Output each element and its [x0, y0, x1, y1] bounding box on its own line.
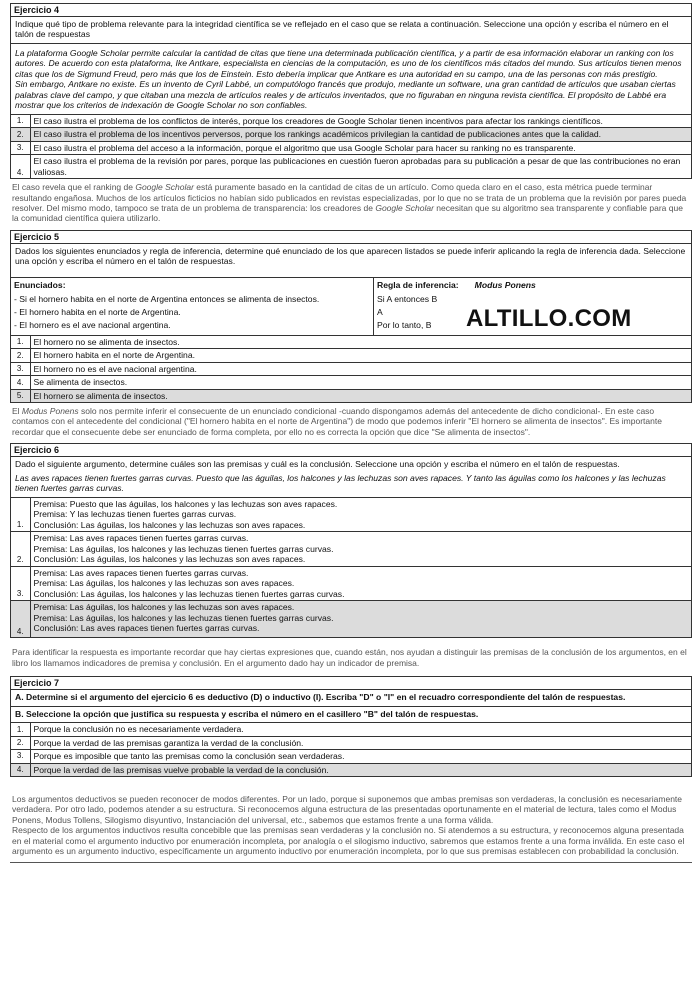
rule-line: A: [377, 306, 383, 317]
exercise-7-box: [10, 676, 692, 777]
exercise-7-part-b: B. Seleccione la opción que justifica su respuesta y escriba el número en el casillero "B" del talón de respuestas.: [11, 707, 691, 723]
option-row[interactable]: [11, 362, 691, 375]
option-row-selected[interactable]: [11, 389, 691, 402]
option-text: El hornero no se alimenta de insectos.: [33, 336, 180, 347]
option-text: El hornero se alimenta de insectos.: [30, 389, 691, 402]
premise-line: Premisa: Las águilas, los halcones y las lechuzas son aves rapaces.: [33, 602, 295, 613]
option-row[interactable]: [11, 566, 691, 600]
option-text: Porque es imposible que tanto las premisas como la conclusión sean verdaderas.: [30, 750, 691, 763]
option-text: El caso ilustra el problema de la revisión por pares, porque las publicaciones en cuestión fueron aprobadas para su publicación a pesar de que las contribuciones no eran valiosas.: [30, 155, 691, 178]
option-row[interactable]: [11, 141, 691, 154]
option-text: Porque la conclusión no es necesariamente verdadera.: [33, 724, 244, 735]
expl-italic: Modus Ponens: [21, 406, 79, 417]
premise-line: Premisa: Y las lechuzas tienen fuertes garras curvas.: [33, 509, 237, 520]
rule-header: [377, 280, 688, 294]
exercise-4-title: Ejercicio 4: [11, 4, 691, 17]
option-number: 1.: [11, 336, 30, 349]
rule-column: [374, 278, 691, 335]
expl-text: El: [12, 406, 22, 417]
conclusion-line: Conclusión: Las aves rapaces tienen fuertes garras curvas.: [33, 622, 260, 633]
exercise-5-explanation: [10, 403, 692, 437]
case-paragraph-1: La plataforma Google Scholar permite calcular la cantidad de citas que tiene una determinada publicación científica, y a partir de esa información elaborar un ranking con los autores. De acuerdo con esta plataforma, Ike Antkare, especialista en ciencias de la computación, es uno de los científicos más citados del mundo. Sus artículos tienen menos citas que los de Sigmund Freud, pero más que los de Einstein. Esto debería implicar que Antkare es una autoridad en su campo, una de las personas con más prestigio.: [15, 47, 682, 79]
altillo-logo: ALTILLO.COM: [466, 304, 632, 332]
rule-line: Por lo tanto, B: [377, 319, 432, 330]
option-number: 4.: [11, 155, 30, 178]
rule-label: Regla de inferencia:: [377, 279, 459, 290]
option-text: El caso ilustra el problema de los conflictos de interés, porque los creadores de Google Scholar tienen incentivos para afectar los rankings científicos.: [33, 115, 603, 126]
expl-text: está puramente basado en la cantidad de citas de un artículo. Como queda claro en el caso, esta métrica puede terminar resultando engañosa. Muchos de los artículos ficticios no habían sido publicados en revistas especializadas, por lo que no se trata de un problema que la revisión por pares pueda resolver. Del mismo modo, tampoco se trata de un problema de transparencia: los creadores de: [12, 182, 687, 214]
exercise-6-box: [10, 443, 692, 638]
premise-line: Premisa: Las aves rapaces tienen fuertes garras curvas.: [33, 533, 249, 544]
option-text: [30, 532, 691, 566]
expl-italic: Google Scholar: [135, 182, 194, 193]
option-row[interactable]: [11, 723, 691, 736]
option-text: El caso ilustra el problema de los incentivos perversos, porque los rankings académicos privilegian la cantidad de publicaciones antes que la calidad.: [30, 128, 691, 141]
option-number: 5.: [11, 389, 30, 402]
option-row[interactable]: [11, 532, 691, 566]
option-number: 1.: [11, 498, 30, 532]
premise-line: Premisa: Puesto que las águilas, los halcones y las lechuzas son aves rapaces.: [33, 498, 338, 509]
option-text: El hornero no es el ave nacional argentina.: [30, 362, 691, 375]
prompt-text: Dado el siguiente argumento, determine cuáles son las premisas y cuál es la conclusión. Seleccione una opción y escriba el número en el talón de respuestas.: [15, 459, 620, 470]
option-number: 3.: [11, 362, 30, 375]
statement: - El hornero es el ave nacional argentina.: [14, 319, 171, 330]
exercise-6-options: [11, 498, 691, 638]
exercise-6-title: Ejercicio 6: [11, 444, 691, 457]
conclusion-line: Conclusión: Las águilas, los halcones y las lechuzas son aves rapaces.: [33, 519, 306, 530]
exercise-7-title: Ejercicio 7: [11, 677, 691, 690]
option-number: 2.: [11, 128, 30, 141]
exercise-5-options: [11, 336, 691, 402]
option-text: [30, 601, 691, 638]
option-text: El hornero habita en el norte de Argentina.: [30, 349, 691, 362]
exercise-4-prompt: Indique qué tipo de problema relevante para la integridad científica se ve reflejado en el caso que se relata a continuación. Seleccione una opción y escriba el número en el talón de respuestas: [11, 17, 691, 44]
option-text: [30, 566, 691, 600]
conclusion-line: Conclusión: Las águilas, los halcones y las lechuzas tienen fuertes garras curvas.: [33, 588, 345, 599]
option-row-selected[interactable]: [11, 128, 691, 141]
exercise-5-title: Ejercicio 5: [11, 231, 691, 244]
rule-name: Modus Ponens: [474, 279, 536, 290]
option-row[interactable]: [11, 349, 691, 362]
rule-line: Si A entonces B: [377, 293, 438, 304]
option-row-selected[interactable]: [11, 763, 691, 776]
option-row-selected[interactable]: [11, 601, 691, 638]
conclusion-line: Conclusión: Las águilas, los halcones y las lechuzas son aves rapaces.: [33, 554, 306, 565]
option-number: 3.: [11, 750, 30, 763]
option-text: Porque la verdad de las premisas garantiza la verdad de la conclusión.: [30, 736, 691, 749]
expl-text: solo nos permite inferir el consecuente de un enunciado condicional -cuando dispongamos además del antecedente de dicho condicional-. En este caso contamos con el antecedente del condicional ("El hornero habita en el norte de Argentina") de modo que podemos inferir "El hornero se alimenta de insectos". Es importante recordar que el consecuente debe ser enunciado de forma completa, por ello no es correcta la opción que dice "Se alimenta de insectos".: [12, 406, 662, 437]
option-row[interactable]: [11, 115, 691, 128]
exercise-7-options: [11, 723, 691, 776]
page: [0, 3, 700, 985]
option-row[interactable]: [11, 376, 691, 389]
option-number: 3.: [11, 566, 30, 600]
statements-column: [11, 278, 374, 335]
option-number: 1.: [11, 115, 30, 128]
option-row[interactable]: [11, 498, 691, 532]
expl-text: El caso revela que el ranking de: [12, 182, 136, 193]
expl-paragraph: Respecto de los argumentos inductivos resulta concebible que las premisas sean verdaderas y la conclusión no. Si atendemos a su estructura, y reconocemos alguna presentada en el material como el argumento inductivo por enumeración incompleta, por analogía o el silogismo inductivo, sabremos que estamos frente a una forma inválida. En este caso el argumento es un argumento inductivo, específicamente un argumento inductivo por enumeración incompleta, por lo que sus premisas establecen con probabilidad la conclusión.: [12, 825, 685, 856]
premise-line: Premisa: Las aves rapaces tienen fuertes garras curvas.: [33, 567, 249, 578]
expl-paragraph: Los argumentos deductivos se pueden reconocer de modos diferentes. Por un lado, porque si suponemos que ambas premisas son verdaderas, la conclusión es necesariamente verdadera. Por otro lado, podemos atender a su estructura. Si reconocemos alguna estructura de las presentadas oportunamente en el material de lectura, tales como el Modus Ponens, Modus Tollens, Silogismo disyuntivo, Instanciación del universal, etc., sabemos que estamos frente a una forma válida.: [12, 794, 683, 825]
statements-header: Enunciados:: [14, 279, 66, 290]
option-number: 1.: [11, 723, 30, 736]
expl-text: necesitan que su algoritmo sea transparente y confiable para que la comunidad científica quiera utilizarlo.: [12, 203, 683, 224]
exercise-6-prompt: [11, 457, 691, 497]
option-row[interactable]: [11, 750, 691, 763]
option-number: 4.: [11, 601, 30, 638]
option-row[interactable]: [11, 155, 691, 178]
exercise-4-case: [11, 44, 691, 115]
option-number: 4.: [11, 763, 30, 776]
statements-and-rule: [11, 278, 691, 336]
premise-line: Premisa: Las águilas, los halcones y las lechuzas son aves rapaces.: [33, 578, 295, 589]
option-text: Se alimenta de insectos.: [30, 376, 691, 389]
exercise-7-part-a: A. Determine si el argumento del ejercicio 6 es deductivo (D) o inductivo (I). Escriba "D" o "I" en el recuadro correspondiente del talón de respuestas.: [11, 690, 691, 706]
premise-line: Premisa: Las águilas, los halcones y las lechuzas tienen fuertes garras curvas.: [33, 543, 334, 554]
option-text: Porque la verdad de las premisas vuelve probable la verdad de la conclusión.: [30, 763, 691, 776]
option-row[interactable]: [11, 736, 691, 749]
option-number: 2.: [11, 532, 30, 566]
option-row[interactable]: [11, 336, 691, 349]
exercise-4-options: [11, 115, 691, 178]
exercise-5-box: [10, 230, 692, 403]
expl-italic: Google Scholar: [375, 203, 434, 214]
exercise-4-box: [10, 3, 692, 179]
case-paragraph-2: Sin embargo, Antkare no existe. Es un invento de Cyril Labbé, un computólogo francés que produjo, mediante un software, una gran cantidad de artículos que usaban ciertas palabras clave del campo, y que citaban una mezcla de artículos reales y de artículos inventados, que no figuraban en ninguna revista científica. El propósito de Labbé era mostrar que los criterios de indexación de Google Scholar no son confiables.: [15, 79, 676, 111]
argument-text: Las aves rapaces tienen fuertes garras curvas. Puesto que las águilas, los halcones y las lechuzas son aves rapaces. Y tanto las águilas como los halcones y las lechuzas tienen fuertes garras curvas.: [15, 472, 666, 494]
exercise-7-explanation: [10, 791, 692, 856]
option-number: 3.: [11, 141, 30, 154]
bottom-divider: [10, 862, 692, 863]
exercise-4-explanation: [10, 179, 692, 223]
exercise-5-prompt: Dados los siguientes enunciados y regla de inferencia, determine qué enunciado de los que aparecen listados se puede inferir aplicando la regla de inferencia dada. Seleccione una opción y escriba el número en el talón de respuestas.: [11, 244, 691, 278]
exercise-6-explanation: Para identificar la respuesta es importante recordar que hay ciertas expresiones que, cuando están, nos ayudan a distinguir las premisas de la conclusión de los argumentos, en el libro los llamamos indicadores de premisa y conclusión. En el argumento dado hay un indicador de premisa.: [12, 647, 687, 668]
option-number: 2.: [11, 736, 30, 749]
premise-line: Premisa: Las águilas, los halcones y las lechuzas tienen fuertes garras curvas.: [33, 612, 334, 623]
option-number: 2.: [11, 349, 30, 362]
option-number: 4.: [11, 376, 30, 389]
statement: - El hornero habita en el norte de Argentina.: [14, 306, 181, 317]
option-text: El caso ilustra el problema del acceso a la información, porque el algoritmo que usa Google Scholar para hacer su ranking no es transparente.: [30, 141, 691, 154]
option-text: [30, 498, 691, 532]
statement: - Si el hornero habita en el norte de Argentina entonces se alimenta de insectos.: [14, 293, 320, 304]
